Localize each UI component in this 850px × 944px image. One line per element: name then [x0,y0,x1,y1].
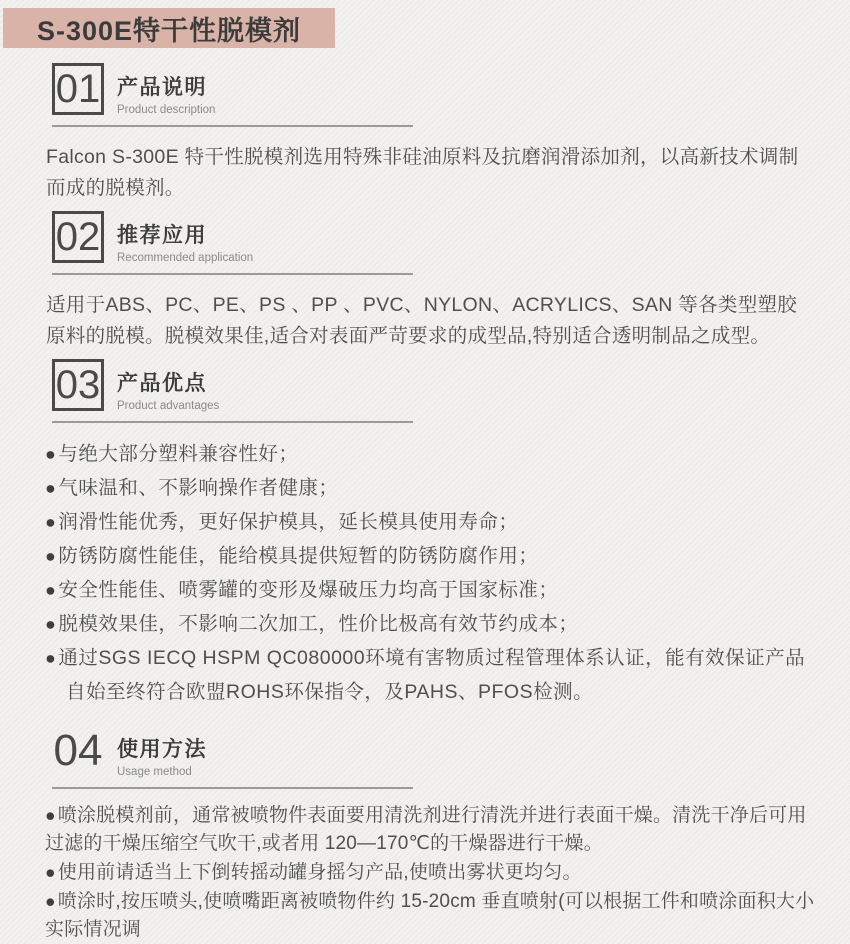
product-title-banner [3,8,335,48]
section-title-en: Product advantages [117,400,220,412]
bullet-icon: ● [45,512,57,532]
section-divider [52,125,413,127]
section-recommended-application [0,211,850,352]
bullet-icon: ● [45,580,57,600]
section-title-en: Recommended application [117,252,254,264]
section-product-advantages [0,359,850,709]
list-item [45,539,812,573]
bullet-icon: ● [45,862,56,882]
list-item [45,801,820,858]
list-item-text: 喷涂脱模剂前，通常被喷物件表面要用清洗剂进行清洗并进行表面干燥。清洗干净后可用过滤的干燥压缩空气吹干,或者用 120—170℃的干燥器进行干燥。 [45,805,807,854]
list-item [45,641,812,709]
section-number-badge: 03 [52,359,104,411]
list-item [45,858,820,887]
section-title-en: Product description [117,104,216,116]
usage-steps-list [45,801,820,944]
section-usage-method [0,725,850,944]
product-detail-page [0,8,850,944]
section-title-zh: 使用方法 [117,738,207,761]
list-item [45,887,820,944]
section-header [52,63,850,116]
list-item-text: 脱模效果佳，不影响二次加工，性价比极高有效节约成本； [58,613,579,635]
list-item-text: 喷涂时,按压喷头,使喷嘴距离被喷物件约 15-20cm 垂直喷射(可以根据工件和喷涂面积大小实际情况调 [45,891,815,940]
section-title-en: Usage method [117,766,192,778]
section-header [52,211,850,264]
bullet-icon: ● [45,546,57,566]
section-paragraph: Falcon S-300E 特干性脱模剂选用特殊非硅油原料及抗磨润滑添加剂，以高新技术调制而成的脱模剂。 [46,146,799,199]
section-number-badge: 01 [52,63,104,115]
list-item-text: 与绝大部分塑料兼容性好； [58,443,299,465]
bullet-icon: ● [45,891,56,911]
section-divider [52,273,413,275]
list-item-text: 安全性能佳、喷雾罐的变形及爆破压力均高于国家标准； [58,579,559,601]
section-divider [52,421,413,423]
section-title-zh: 推荐应用 [117,224,207,247]
bullet-icon: ● [45,478,57,498]
list-item-text: 润滑性能优秀，更好保护模具，延长模具使用寿命； [58,511,519,533]
section-title-zh: 产品说明 [117,76,207,99]
section-divider [52,787,413,789]
bullet-icon: ● [45,648,57,668]
product-title: S-300E特干性脱模剂 [36,15,302,46]
list-item [45,607,812,641]
section-paragraph: 适用于ABS、PC、PE、PS 、PP 、PVC、NYLON、ACRYLICS、SAN 等各类型塑胶原料的脱模。脱模效果佳,适合对表面严苛要求的成型品,特别适合透明制品之成型。 [46,294,798,347]
bullet-icon: ● [45,444,57,464]
advantages-list [45,437,812,709]
bullet-icon: ● [45,805,56,825]
list-item [45,573,812,607]
list-item-text: 通过SGS IECQ HSPM QC080000环境有害物质过程管理体系认证，能有效保证产品自始至终符合欧盟ROHS环保指令，及PAHS、PFOS检测。 [58,647,806,703]
bullet-icon: ● [45,614,57,634]
list-item [45,505,812,539]
section-header [52,359,850,412]
list-item-text: 使用前请适当上下倒转摇动罐身摇匀产品,使喷出雾状更均匀。 [57,862,582,883]
section-number-badge: 04 [53,726,103,775]
list-item [45,471,812,505]
section-number-badge: 02 [52,211,104,263]
list-item-text: 气味温和、不影响操作者健康； [58,477,339,499]
section-title-zh: 产品优点 [117,372,207,395]
section-header [52,725,850,778]
section-product-description [0,63,850,204]
list-item [45,437,812,471]
list-item-text: 防锈防腐性能佳，能给模具提供短暂的防锈防腐作用； [58,545,539,567]
